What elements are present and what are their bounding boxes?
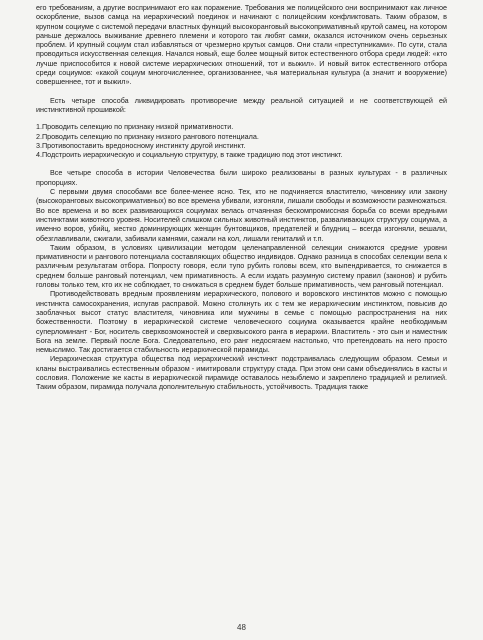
- paragraph-4: С первыми двумя способами все более-менее ясно. Тех, кто не подчиняется властителю, чиновнику или закону (высокоранговых высокопримативных) во все времена убивали, изгоняли, лишали свободы и возможности размножаться. Во все времена и во всех развивающихся социумах велась отчаянная бескомпромиссная борьба со всеми вредными инстинктами животного уровня. Носителей слишком сильных животный инстинктов, разваливающих структуру социума, а именно воров, убийц, жестко доминирующих женщин бунтовщиков, предателей и блудниц – всегда изгоняли, вешали, обезглавливали, сжигали, забивали камнями, сажали на кол, лишали гениталий и т.п.: [36, 187, 447, 243]
- list-item-4: 4.Подстроить иерархическую и социальную структуру, в также традицию под этот инстинкт.: [36, 150, 343, 160]
- spacer: [36, 87, 447, 96]
- paragraph-1: его требованиям, а другие воспринимают его как поражение. Требования же полицейского они воспринимают как личное оскорбление, вызов самца на иерархический поединок и начинают с полицейским конфликтовать. Таким образом, в крупном социуме с системой передачи властных функций высокоранговый высокопримативный крутой самец, на котором раньше держалось выживание древнего племени и которого так любят самки, оказался источником очень серьезных проблем. И крупный социум стал избавляться от чрезмерно крутых самцов. Они стали «преступниками». По сути, стала проводиться искусственная селекция. Начался новый, еще более мощный виток естественного отбора среди людей: «кто лучше приспособится к новой системе иерархических отношений, тот и выжил». И новый виток естественного отбора среди социумов: «какой социум многочисленнее, организованнее, чья материальная культура (а значит и вооружение) совершеннее, тот и выжил».: [36, 3, 447, 87]
- list-item-1: 1.Проводить селекцию по признаку низкой примативности.: [36, 122, 234, 132]
- list-item-2: 2.Проводить селекцию по признаку низкого рангового потенциала.: [36, 131, 259, 141]
- numbered-list: [36, 122, 447, 159]
- paragraph-7: Иерархическая структура общества под иерархический инстинкт подстраивалась следующим образом. Семьи и кланы выстраивались естественным образом - имитировали структуру стада. При этом они сами объединялись в касты и сословия. Положение же касты в иерархической пирамиде оставалось незыблемо и закреплено традицией и религией. Таким образом, пирамида получала дополнительную стабильность, устойчивость. Традиция также: [36, 354, 447, 392]
- paragraph-6: Противодействовать вредным проявлениям иерархического, полового и воровского инстинктов можно с помощью инстинкта самосохранения, испугав расправой. Можно столкнуть их с тем же иерархическим инстинктом, повысив до заоблачных высот статус властителя, чиновника или мужчины в семье с помощью распространения на них божественности. Поэтому в иерархической системе человеческого социума оказывается крайне необходимым суперломинант - Бог, носитель сверхвозможностей и сверхвысокого ранга в иерархии. Властитель - это сын и наместник Бога на земле. Первый после Бога. Следовательно, его ранг недосягаем настолько, что претендовать на него просто немыслимо. Так достигается стабильность иерархической пирамиды.: [36, 289, 447, 355]
- paragraph-3: Все четыре способа в истории Человечества были широко реализованы в разных культурах - в различных пропорциях.: [36, 168, 447, 187]
- page-number: 48: [237, 622, 246, 632]
- paragraph-5: Таким образом, в условиях цивилизации методом целенаправленной селекции снижаются средние уровни примативности и рангового потенциала составляющих общество индивидов. Однако разница в способах селекции вела к различным результатам отбора. Попросту говоря, если тупо рубить головы всем, кто выпендривается, то снижается в среднем больше ранговый потенциал, чем примативность. А если издать разумную систему правил (законов) и рубить головы только тем, кто их не соблюдает, то снижаться в среднем будет больше примативность, чем ранговый потенциал.: [36, 242, 447, 290]
- list-item-3: 3.Противопоставить вредоносному инстинкту другой инстинкт.: [36, 140, 246, 150]
- paragraph-2: Есть четыре способа ликвидировать противоречие между реальной ситуацией и не соответствующей ей инстинктивной прошивкой:: [36, 95, 447, 114]
